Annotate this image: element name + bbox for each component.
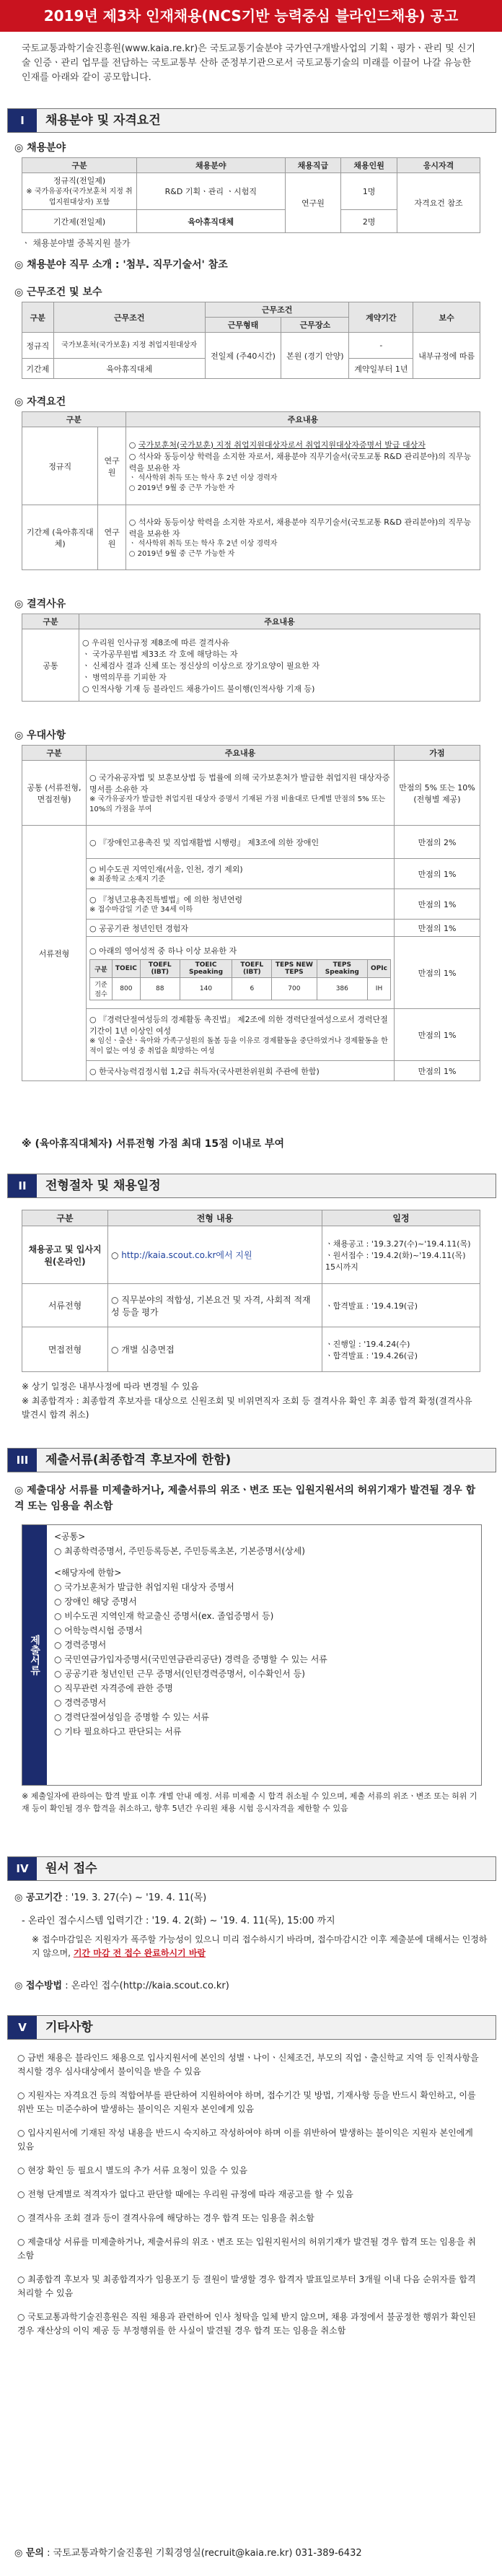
fields-heading: ◎ 채용분야 xyxy=(14,142,66,154)
table-cell: 계약일부터 1년 xyxy=(349,359,413,379)
col-header: TOEFL (IBT) xyxy=(232,960,272,978)
table-cell: 면접전형 xyxy=(22,1327,108,1372)
col-header: 계약기간 xyxy=(349,302,413,333)
english-score-table xyxy=(89,959,391,1000)
table-cell: 2명 xyxy=(341,210,397,233)
duty-heading: ◎ 채용분야 직무 소개 : '첨부. 직무기술서' 참조 xyxy=(14,259,228,271)
section-1-header xyxy=(7,108,496,133)
table-cell: 기간제(전일제) xyxy=(22,210,137,233)
col-header: TEPS NEW TEPS xyxy=(272,960,317,978)
table-cell: 내부규정에 따름 xyxy=(413,333,480,379)
application-method: ◎ 접수방법 : 온라인 접수(http://kaia.scout.co.kr) xyxy=(14,1981,229,1991)
col-header: 구분 xyxy=(22,302,54,333)
section-5-header xyxy=(7,2015,496,2040)
table-cell: 전일제 (주40시간) xyxy=(205,333,281,379)
conditions-table xyxy=(22,302,480,379)
section-title: 제출서류(최종합격 후보자에 한함) xyxy=(45,1453,232,1467)
col-header: 구분 xyxy=(22,1210,108,1226)
qualification-list: ○ 석사와 동등이상 학력을 소지한 자로서, 채용분야 직무기술서(국토교통 R&D 관리분야)의 직무능력을 보유한 자 ㆍ 석사학위 취득 또는 학사 후 2년 이상 경력자 ○ 2019년 9월 중 근무 가능한 자 xyxy=(126,505,480,570)
col-header: 채용직급 xyxy=(285,158,341,173)
table-cell: 정규직(전일제) ※ 국가유공자(국가보훈처 지정 취업지원대상자) 포함 xyxy=(22,173,137,210)
table-cell: ㆍ합격발표 : '19.4.19(금) xyxy=(322,1284,480,1327)
table-cell: 386 xyxy=(317,978,367,1000)
schedule-table xyxy=(22,1210,480,1372)
table-cell: 140 xyxy=(180,978,232,1000)
section-title: 전형절차 및 채용일정 xyxy=(45,1179,161,1193)
col-header: 구분 xyxy=(22,614,79,629)
table-cell: 육아휴직대체 xyxy=(137,210,286,233)
disqualification-heading: ◎ 결격사유 xyxy=(14,598,66,610)
col-header: TEPS Speaking xyxy=(317,960,367,978)
table-cell: 채용공고 및 입사지원(온라인) xyxy=(22,1226,108,1284)
table-cell: 만점의 2% xyxy=(395,826,480,859)
qualification-list: ○ 국가보훈처(국가보훈) 지정 취업지원대상자로서 취업지원대상자증명서 발급 대상자 ○ 석사와 동등이상 학력을 소지한 자로서, 채용분야 직무기술서(국토교통 R&D 관리분야)의 직무능력을 보유한 자 ㆍ 석사학위 취득 또는 학사 후 2년 이상 경력자 ○ 2019년 9월 중 근무 가능한 자 xyxy=(126,427,480,505)
col-header: TOEIC xyxy=(112,960,140,978)
col-header: 구분 xyxy=(90,960,113,978)
section-number: I xyxy=(8,109,37,132)
section-number: IV xyxy=(8,1857,37,1880)
table-cell: ○ 『청년고용촉진특별법』에 의한 청년연령 ※ 접수마감일 기준 만 34세 이하 xyxy=(87,889,395,920)
col-header: 구분 xyxy=(22,158,137,173)
online-period: - 온라인 접수시스템 입력기간 : '19. 4. 2(화) ~ '19. 4. 11(목), 15:00 까지 xyxy=(22,1916,335,1926)
table-cell: ○ 개별 심층면접 xyxy=(108,1327,322,1372)
table-cell: 연구원 xyxy=(98,505,126,570)
table-cell: R&D 기획ㆍ관리 ㆍ시험직 xyxy=(137,173,286,210)
table-cell: 6 xyxy=(232,978,272,1000)
disqualification-table xyxy=(22,614,480,702)
table-cell: IH xyxy=(368,978,391,1000)
section-title: 원서 접수 xyxy=(45,1861,97,1876)
other-notes-list: ○ 금번 채용은 블라인드 채용으로 입사지원서에 본인의 성별ㆍ나이ㆍ신체조건, 부모의 직업ㆍ출신학교 지역 등 인적사항을 적시할 경우 심사대상에서 불이익을 받을 수 있음 ○ 지원자는 자격요건 등의 적합여부를 판단하여 지원하여야 하며, 접수기간 및 방법, 기재사항 등을 반드시 확인하고, 이를 위반 또는 미준수하여 발생하는 불이익은 지원자 본인에게 있음 ○ 입사지원서에 기재된 작성 내용을 반드시 숙지하고 작성하여야 하며 이를 위반하여 발생하는 불이익은 지원자 본인에게 있음 ○ 현장 확인 등 필요시 별도의 추가 서류 요청이 있을 수 있음 ○ 전형 단계별로 적격자가 없다고 판단할 때에는 우리원 규정에 따라 재공고를 할 수 있음 ○ 결격사유 조회 결과 등이 결격사유에 해당하는 경우 합격 또는 임용을 취소함 ○ 제출대상 서류를 미제출하거나, 제출서류의 위조ㆍ변조 또는 입원지원서의 허위기재가 발견될 경우 합격 또는 임용을 취소함 ○ 최종합격 후보자 및 최종합격자가 임용포기 등 결원이 발생할 경우 합격자 발표일로부터 3개월 이내 다음 순위자를 합격 처리할 수 있음 ○ 국토교통과학기술진흥원은 직원 채용과 관련하여 인사 청탁을 일체 받지 않으며, 채용 과정에서 불공정한 행위가 확인된 경우 재산상의 이익 제공 등 부정행위를 한 사실이 발견될 경우 합격 또는 임용을 취소함 xyxy=(17,2053,479,2336)
col-header: 채용인원 xyxy=(341,158,397,173)
col-header: 일정 xyxy=(322,1210,480,1226)
col-header: 근무조건 xyxy=(205,302,349,318)
table-cell: 만점의 1% xyxy=(395,889,480,920)
table-cell: 800 xyxy=(112,978,140,1000)
table-cell: 공통 xyxy=(22,629,79,702)
apply-link[interactable]: http://kaia.scout.co.kr에서 지원 xyxy=(121,1250,252,1260)
table-cell: ○ 비수도권 지역인재(서울, 인천, 경기 제외) ※ 최종학교 소재지 기준 xyxy=(87,859,395,889)
table-cell: ○ 직무분야의 적합성, 기본요건 및 자격, 사회적 적재성 등을 평가 xyxy=(108,1284,322,1327)
qualification-heading: ◎ 자격요건 xyxy=(14,396,66,408)
table-cell: 본원 (경기 안양) xyxy=(281,333,349,379)
col-header: TOEFL (IBT) xyxy=(140,960,180,978)
col-header: 전형 내용 xyxy=(108,1210,322,1226)
table-cell: ○ 공공기관 청년인턴 경험자 xyxy=(87,920,395,937)
col-header: 응시자격 xyxy=(397,158,480,173)
table-cell: 1명 xyxy=(341,173,397,210)
disqualification-list: ○ 우리원 인사규정 제8조에 따른 결격사유 ㆍ 국가공무원법 제33조 각 호에 해당하는 자 ㆍ 신체검사 결과 신체 또는 정신상의 이상으로 장기요양이 필요한 자 ㆍ 병역의무를 기피한 자 ○ 인적사항 기재 등 블라인드 채용가이드 불이행(인적사항 기재 등) xyxy=(79,629,480,702)
section-2-header xyxy=(7,1174,496,1198)
col-header: 보수 xyxy=(413,302,480,333)
table-cell: ○ http://kaia.scout.co.kr에서 지원 xyxy=(108,1226,322,1284)
table-cell: 기준점수 xyxy=(90,978,113,1000)
col-header: 근무장소 xyxy=(281,318,349,333)
col-header: OPIc xyxy=(368,960,391,978)
table-cell: - xyxy=(349,333,413,359)
col-header: 구분 xyxy=(22,746,87,761)
col-header: 구분 xyxy=(22,412,126,427)
section-number: III xyxy=(8,1449,37,1472)
online-note: ※ 접수마감일은 지원자가 폭주할 가능성이 있으니 미리 접수하시기 바라며, 접수마감시간 이후 제출분에 대해서는 인정하지 않으며, 기간 마감 전 접수 완료하시기 바람 xyxy=(32,1934,488,1958)
table-cell: 만점의 1% xyxy=(395,1061,480,1081)
col-header: 가점 xyxy=(395,746,480,761)
section-number: V xyxy=(8,2016,37,2039)
section-title: 채용분야 및 자격요건 xyxy=(45,113,161,128)
fields-table xyxy=(22,157,480,233)
table-cell: 기간제 xyxy=(22,359,54,379)
preference-heading: ◎ 우대사항 xyxy=(14,730,66,741)
table-cell: 기간제 (육아휴직대체) xyxy=(22,505,98,570)
section-3-header xyxy=(7,1448,496,1472)
table-cell: ㆍ진행일 : '19.4.24(수) ㆍ합격발표 : '19.4.26(금) xyxy=(322,1327,480,1372)
table-cell: 육아휴직대체 xyxy=(53,359,205,379)
table-cell: 만점의 1% xyxy=(395,920,480,937)
table-cell: ○ 『장애인고용촉진 및 직업재활법 시행령』 제3조에 의한 장애인 xyxy=(87,826,395,859)
announcement-banner: 2019년 제3차 인재채용(NCS기반 능력중심 블라인드채용) 공고 xyxy=(0,0,502,32)
notice-period: ◎ 공고기간 : '19. 3. 27(수) ~ '19. 4. 11(목) xyxy=(14,1892,207,1903)
col-header: TOEIC Speaking xyxy=(180,960,232,978)
table-cell: 연구원 xyxy=(285,173,341,233)
section-number: II xyxy=(8,1174,37,1197)
intro-text: 국토교통과학기술진흥원(www.kaia.re.kr)은 국토교통기술분야 국가연구개발사업의 기획ㆍ평가ㆍ관리 및 신기술 인증ㆍ관리 업무를 전담하는 국토교통부 산하 준정부기관으로서 국토교통기술의 미래를 이끌어 나갈 유능한 인재를 아래와 같이 공모합니다. xyxy=(22,43,476,83)
documents-side-label: 제출서류 xyxy=(22,1525,47,1785)
col-header: 주요내용 xyxy=(79,614,480,629)
table-cell: 연구원 xyxy=(98,427,126,505)
preference-note: ※ (육아휴직대체자) 서류전형 가점 최대 15점 이내로 부여 xyxy=(22,1138,285,1150)
conditions-heading: ◎ 근무조건 및 보수 xyxy=(14,287,102,298)
table-cell: 정규직 xyxy=(22,333,54,359)
table-cell: 만점의 1% xyxy=(395,937,480,1009)
section-4-header xyxy=(7,1856,496,1881)
table-cell: ○ 국가유공자법 및 보훈보상법 등 법률에 의해 국가보훈처가 발급한 취업지원 대상자증명서를 소유한 자 ※ 국가유공자가 발급한 취업지원 대상자 증명서 기재된 가점 비율대로 단계별 만점의 5% 또는 10%의 가점을 부여 xyxy=(87,761,395,826)
table-cell: 만점의 5% 또는 10% (전형별 제공) xyxy=(395,761,480,826)
table-cell: ○ 『경력단절여성등의 경제활동 촉진법』 제2조에 의한 경력단절여성으로서 경력단절기간이 1년 이상인 여성 ※ 임신ㆍ출산ㆍ육아와 가족구성원의 돌봄 등을 이유로 경제활동을 중단하였거나 경제활동을 한 적이 없는 여성 중 취업을 희망하는 여성 xyxy=(87,1009,395,1061)
table-cell: 700 xyxy=(272,978,317,1000)
table-cell: 공통 (서류전형, 면접전형) xyxy=(22,761,87,826)
col-header: 주요내용 xyxy=(126,412,480,427)
table-cell: 서류전형 xyxy=(22,826,87,1081)
documents-box xyxy=(22,1524,482,1786)
preference-table xyxy=(22,745,480,1081)
schedule-note-2: ※ 최종합격자 : 최종합격 후보자를 대상으로 신원조회 및 비위면직자 조회 등 결격사유 확인 후 최종 합격 확정(결격사유 발견시 합격 취소) xyxy=(22,1396,472,1420)
documents-list: <공통> ○ 최종학력증명서, 주민등록등본, 주민등록초본, 기본증명서(상세) <해당자에 한함> ○ 국가보훈처가 발급한 취업지원 대상자 증명서 ○ 장애인 해당 증명서 ○ 비수도권 지역인재 학교출신 증명서(ex. 졸업증명서 등) ○ 어학능력시험 증명서 ○ 경력증명서 ○ 국민연금가입자증명서(국민연금관리공단) 경력을 증명할 수 있는 서류 ○ 공공기관 청년인턴 근무 증명서(인턴경력증명서, 이수확인서 등) ○ 직무관련 자격증에 관한 증명 ○ 경력증명서 ○ 경력단절여성임을 증명할 수 있는 서류 ○ 기타 필요하다고 판단되는 서류 xyxy=(54,1532,327,1737)
qualification-table xyxy=(22,411,480,570)
col-header: 근무조건 xyxy=(53,302,205,333)
documents-heading: ◎ 제출대상 서류를 미제출하거나, 제출서류의 위조ㆍ변조 또는 입원지원서의 허위기재가 발견될 경우 합격 또는 임용을 취소함 xyxy=(14,1485,476,1512)
table-cell: 정규직 xyxy=(22,427,98,505)
table-cell: 자격요건 참조 xyxy=(397,173,480,233)
table-cell: 만점의 1% xyxy=(395,859,480,889)
schedule-note-1: ※ 상기 일정은 내부사정에 따라 변경될 수 있음 xyxy=(22,1381,199,1392)
table-cell: ○ 한국사능력검정시험 1,2급 취득자(국사편찬위원회 주관에 한함) xyxy=(87,1061,395,1081)
table-cell: 88 xyxy=(140,978,180,1000)
col-header: 주요내용 xyxy=(87,746,395,761)
table-cell: 만점의 1% xyxy=(395,1009,480,1061)
table-cell: 서류전형 xyxy=(22,1284,108,1327)
section-title: 기타사항 xyxy=(45,2020,93,2035)
table-cell: ㆍ채용공고 : '19.3.27(수)~'19.4.11(목) ㆍ원서접수 : '19.4.2(화)~'19.4.11(목) 15시까지 xyxy=(322,1226,480,1284)
col-header: 근무형태 xyxy=(205,318,281,333)
fields-note: ㆍ 채용분야별 중복지원 불가 xyxy=(22,238,131,248)
table-cell: 국가보훈처(국가보훈) 지정 취업지원대상자 xyxy=(53,333,205,359)
contact-line: ◎ 문의 : 국토교통과학기술진흥원 기획경영실(recruit@kaia.re.kr) 031-389-6432 xyxy=(14,2548,362,2559)
documents-note: ※ 제출일자에 관하여는 합격 발표 이후 개별 안내 예정. 서류 미제출 시 합격 취소될 수 있으며, 제출 서류의 위조ㆍ변조 또는 허위 기재 등이 확인될 경우 합격을 취소하고, 향후 5년간 우리원 채용 시험 응시자격을 제한할 수 있음 xyxy=(22,1791,477,1813)
table-cell: ○ 아래의 영어성적 중 하나 이상 보유한 자 구분 TOEIC TOEFL (IBT) TOEIC Speaking TOEFL (IBT) TEPS NEW TEPS TEPS Speaking OPIc 기준점수 800 88 140 6 700 386 IH xyxy=(87,937,395,1009)
col-header: 채용분야 xyxy=(137,158,286,173)
